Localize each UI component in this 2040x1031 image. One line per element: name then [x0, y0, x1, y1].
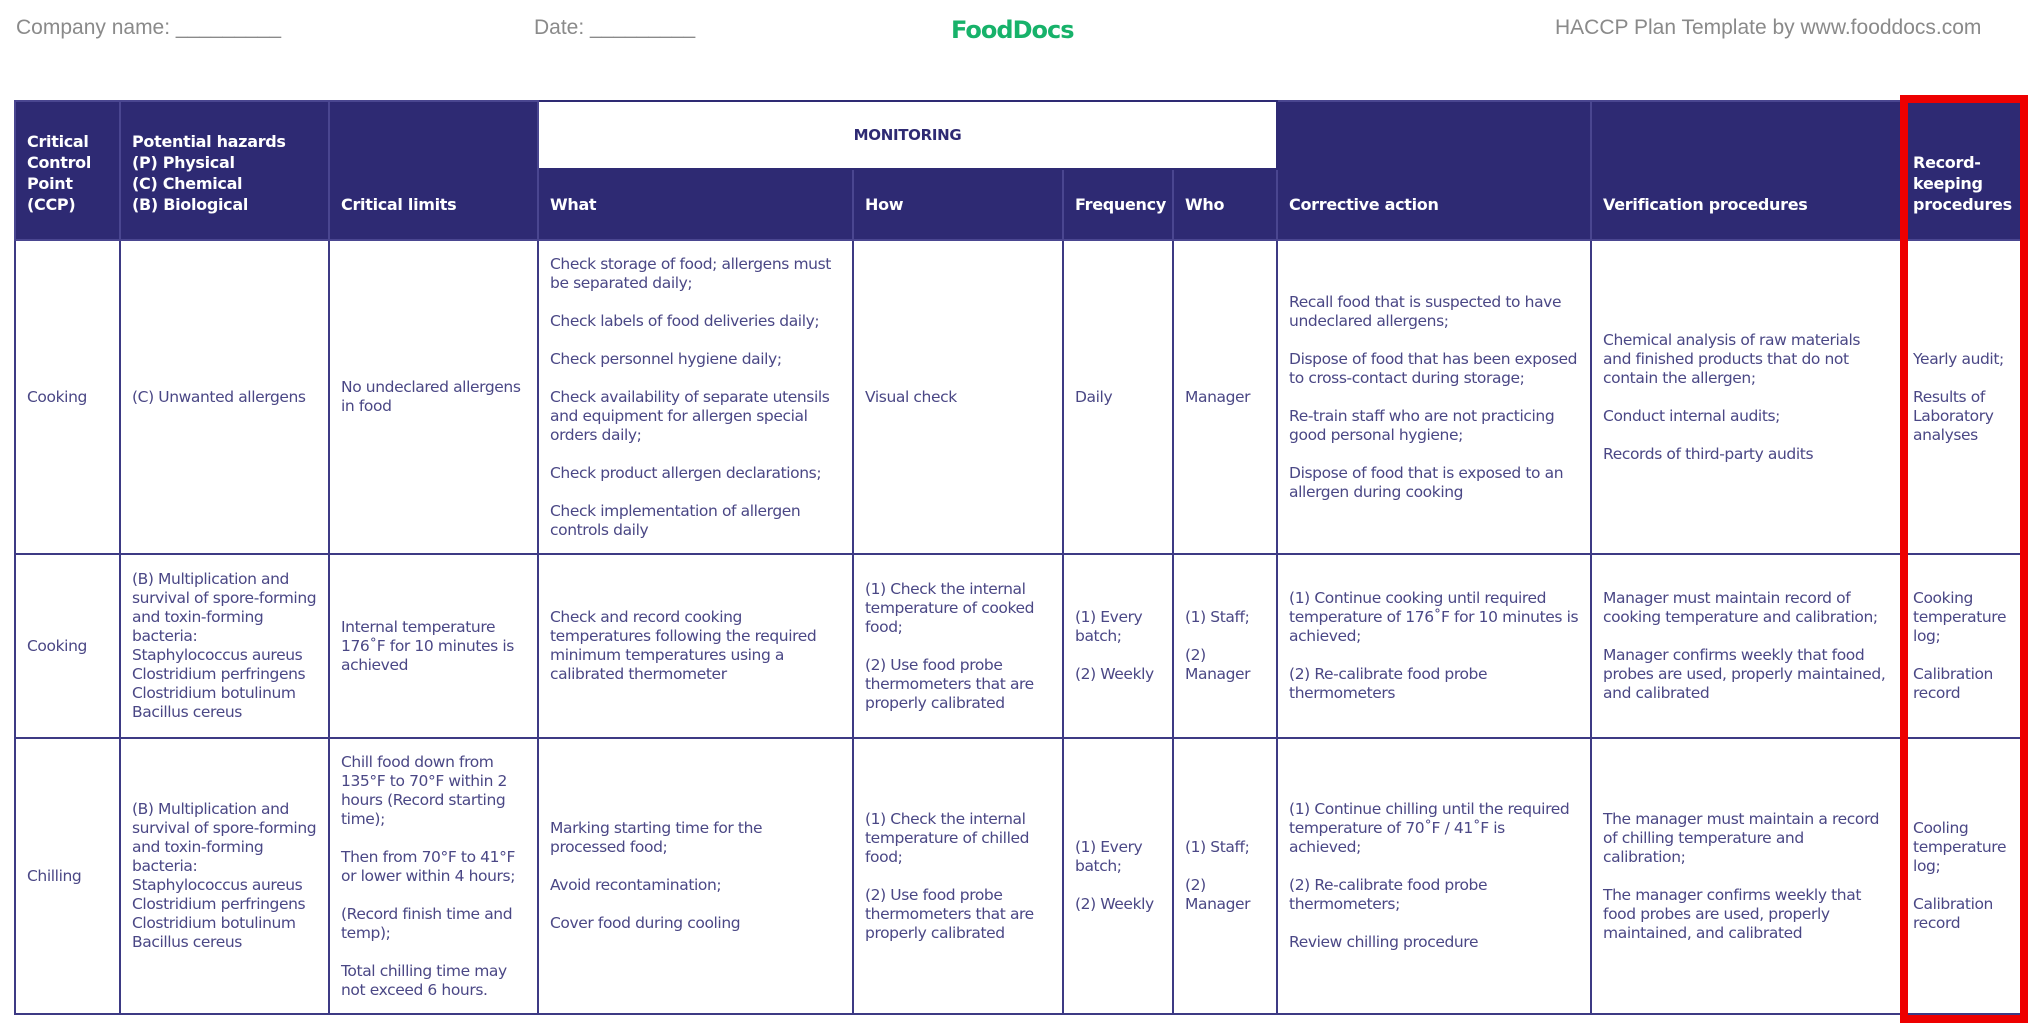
header-ccp-line: Point: [27, 174, 73, 193]
cell-what: [538, 240, 853, 554]
frequency-item: (1) Every batch;: [1075, 608, 1143, 645]
what-item: Check storage of food; allergens must be separated daily;: [550, 254, 831, 292]
cell-who: [1173, 738, 1277, 1014]
what-item: Check personnel hygiene daily;: [550, 349, 782, 368]
header-ccp-line: Control: [27, 153, 92, 172]
frequency-item: Daily: [1075, 387, 1113, 406]
hazard-text: (B) Multiplication and survival of spore-forming and toxin-forming bacteria:: [132, 570, 317, 645]
what-item: Check product allergen declarations;: [550, 463, 822, 482]
how-item: (2) Use food probe thermometers that are properly calibrated: [865, 885, 1034, 942]
who-item: (2) Manager: [1185, 646, 1251, 683]
record-item: Calibration record: [1913, 895, 1993, 932]
cell-corrective-action: [1277, 738, 1591, 1014]
header-hazards-line: (P) Physical: [132, 153, 235, 172]
header-hazards: [120, 101, 329, 240]
verification-item: The manager must maintain a record of chilling temperature and calibration;: [1603, 809, 1880, 866]
cell-what: [538, 554, 853, 738]
header-hazards-line: Potential hazards: [132, 132, 286, 151]
corrective-item: (1) Continue chilling until the required temperature of 70˚F / 41˚F is achieved;: [1289, 800, 1570, 856]
cell-record-keeping: [1901, 240, 2027, 554]
header-verification: Verification procedures: [1591, 101, 1901, 240]
frequency-item: (2) Weekly: [1075, 895, 1154, 913]
cell-verification: [1591, 738, 1901, 1014]
header-record-keeping-line: Record-: [1913, 153, 1981, 172]
who-item: (1) Staff;: [1185, 838, 1250, 856]
critical-limit-text: No undeclared allergens in food: [341, 378, 521, 415]
critical-limit-text: Then from 70°F to 41°F or lower within 4 hours;: [341, 847, 516, 885]
verification-item: The manager confirms weekly that food probes are used, properly maintained, and calibrated: [1603, 885, 1861, 942]
who-item: (1) Staff;: [1185, 608, 1250, 626]
cell-who: [1173, 240, 1277, 554]
cell-how: [853, 240, 1063, 554]
hazard-text: (B) Multiplication and survival of spore-forming and toxin-forming bacteria:: [132, 800, 317, 875]
table-row: [15, 738, 2027, 1014]
cell-ccp: Chilling: [15, 738, 120, 1014]
cell-how: [853, 738, 1063, 1014]
corrective-item: Dispose of food that is exposed to an allergen during cooking: [1289, 463, 1564, 501]
how-item: (2) Use food probe thermometers that are properly calibrated: [865, 655, 1034, 712]
hazard-organism: Staphylococcus aureus: [132, 876, 303, 894]
corrective-item: (1) Continue cooking until required temperature of 176˚F for 10 minutes is achieved;: [1289, 589, 1579, 645]
cell-hazards: [120, 738, 329, 1014]
critical-limit-text: Total chilling time may not exceed 6 hours.: [341, 961, 507, 999]
cell-hazards: [120, 240, 329, 554]
header-record-keeping: [1901, 101, 2027, 240]
cell-who: [1173, 554, 1277, 738]
what-item: Check availability of separate utensils and equipment for allergen special orders daily;: [550, 387, 830, 444]
cell-record-keeping: [1901, 554, 2027, 738]
cell-frequency: [1063, 738, 1173, 1014]
record-item: Calibration record: [1913, 665, 1993, 702]
verification-item: Manager must maintain record of cooking temperature and calibration;: [1603, 589, 1878, 626]
corrective-item: (2) Re-calibrate food probe thermometers;: [1289, 876, 1488, 913]
header-ccp-line: Critical: [27, 132, 89, 151]
hazard-organism: Clostridium perfringens: [132, 665, 306, 683]
header-how: How: [853, 169, 1063, 240]
record-item: Cooling temperature log;: [1913, 819, 2007, 875]
header-record-keeping-line: procedures: [1913, 195, 2012, 214]
cell-corrective-action: [1277, 554, 1591, 738]
cell-frequency: [1063, 554, 1173, 738]
how-item: Visual check: [865, 387, 957, 406]
how-item: (1) Check the internal temperature of chilled food;: [865, 809, 1030, 866]
record-item: Cooking temperature log;: [1913, 589, 2007, 645]
who-item: (2) Manager: [1185, 876, 1251, 913]
corrective-item: Review chilling procedure: [1289, 933, 1479, 951]
how-item: (1) Check the internal temperature of cooked food;: [865, 579, 1035, 636]
critical-limit-text: Internal temperature 176˚F for 10 minutes is achieved: [341, 617, 514, 674]
cell-ccp: Cooking: [15, 554, 120, 738]
verification-item: Manager confirms weekly that food probes are used, properly maintained, and calibrated: [1603, 646, 1886, 702]
critical-limit-text: (Record finish time and temp);: [341, 904, 513, 942]
cell-corrective-action: [1277, 240, 1591, 554]
verification-item: Conduct internal audits;: [1603, 406, 1781, 425]
hazard-organism: Staphylococcus aureus: [132, 646, 303, 664]
hazard-organism: Bacillus cereus: [132, 933, 242, 951]
header-corrective-action: Corrective action: [1277, 101, 1591, 240]
header-critical-limits: Critical limits: [329, 101, 538, 240]
verification-item: Records of third-party audits: [1603, 444, 1814, 463]
corrective-item: Dispose of food that has been exposed to cross-contact during storage;: [1289, 349, 1578, 387]
haccp-plan-table: [14, 100, 2028, 1015]
header-record-keeping-line: keeping: [1913, 174, 1983, 193]
template-credit: HACCP Plan Template by www.fooddocs.com: [1555, 16, 1982, 39]
corrective-item: Recall food that is suspected to have undeclared allergens;: [1289, 292, 1562, 330]
frequency-item: (2) Weekly: [1075, 665, 1154, 683]
cell-critical-limits: [329, 554, 538, 738]
company-name-label: Company name: _________: [16, 16, 282, 39]
cell-critical-limits: [329, 738, 538, 1014]
cell-verification: [1591, 240, 1901, 554]
record-item: Results of Laboratory analyses: [1913, 387, 1994, 444]
cell-hazards: [120, 554, 329, 738]
critical-limit-text: Chill food down from 135°F to 70°F within 2 hours (Record starting time);: [341, 752, 507, 828]
date-label: Date: _________: [534, 16, 696, 39]
header-what: What: [538, 169, 853, 240]
corrective-item: (2) Re-calibrate food probe thermometers: [1289, 665, 1488, 702]
table-row: [15, 554, 2027, 738]
cell-record-keeping: [1901, 738, 2027, 1014]
verification-item: Chemical analysis of raw materials and finished products that do not contain the allergen;: [1603, 330, 1861, 387]
hazard-organism: Bacillus cereus: [132, 703, 242, 721]
header-frequency: Frequency: [1063, 169, 1173, 240]
frequency-item: (1) Every batch;: [1075, 838, 1143, 875]
hazard-organism: Clostridium botulinum: [132, 684, 296, 702]
header-ccp-line: (CCP): [27, 195, 76, 214]
what-item: Marking starting time for the processed food;: [550, 819, 763, 856]
record-item: Yearly audit;: [1913, 349, 2004, 368]
cell-what: [538, 738, 853, 1014]
what-item: Check implementation of allergen controls daily: [550, 501, 801, 539]
table-row: [15, 240, 2027, 554]
cell-frequency: [1063, 240, 1173, 554]
fooddocs-logo: FoodDocs: [951, 16, 1074, 44]
what-item: Check labels of food deliveries daily;: [550, 311, 820, 330]
hazard-organism: Clostridium perfringens: [132, 895, 306, 913]
header-who: Who: [1173, 169, 1277, 240]
header-hazards-line: (C) Chemical: [132, 174, 243, 193]
header-monitoring-group: MONITORING: [538, 101, 1277, 169]
cell-critical-limits: [329, 240, 538, 554]
cell-how: [853, 554, 1063, 738]
hazard-organism: Clostridium botulinum: [132, 914, 296, 932]
header-ccp: [15, 101, 120, 240]
what-item: Check and record cooking temperatures following the required minimum temperatures using a calibrated thermometer: [550, 608, 817, 683]
cell-ccp: Cooking: [15, 240, 120, 554]
corrective-item: Re-train staff who are not practicing good personal hygiene;: [1289, 406, 1555, 444]
what-item: Cover food during cooling: [550, 914, 741, 932]
who-item: Manager: [1185, 387, 1251, 406]
cell-verification: [1591, 554, 1901, 738]
header-hazards-line: (B) Biological: [132, 195, 249, 214]
hazard-text: (C) Unwanted allergens: [132, 387, 306, 406]
what-item: Avoid recontamination;: [550, 876, 722, 894]
